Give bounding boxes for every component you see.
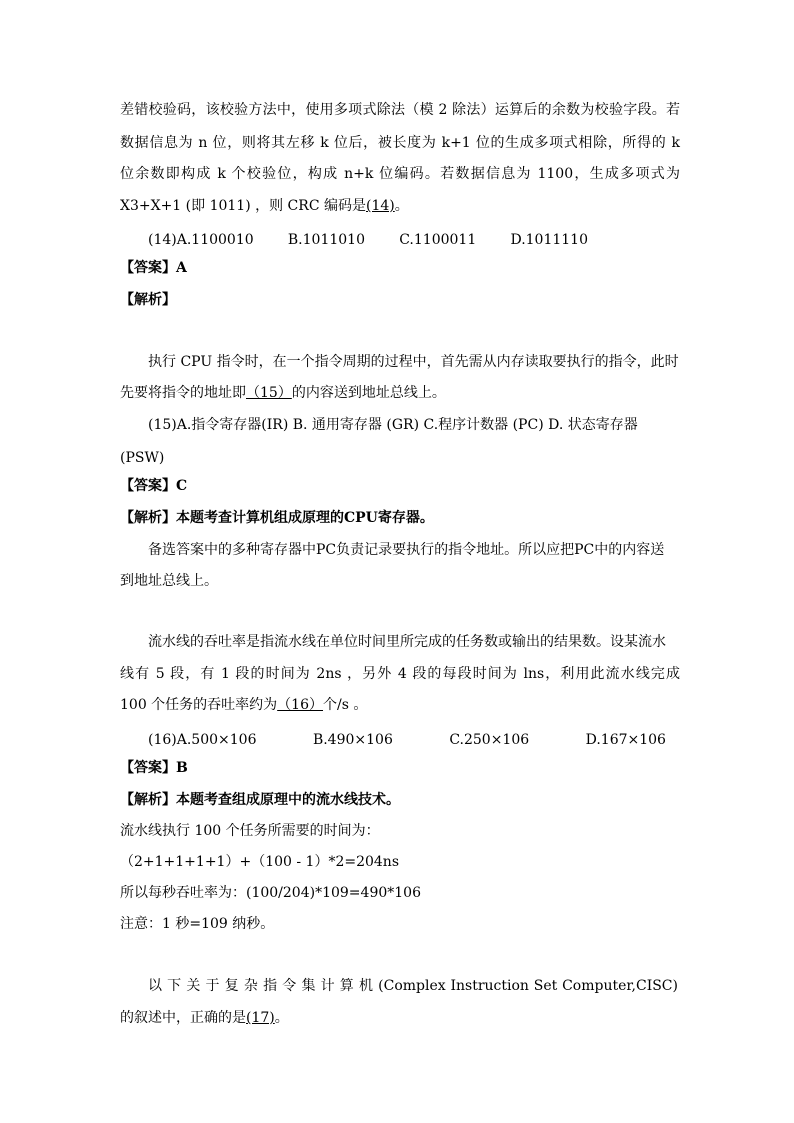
q16-blank: （16）	[277, 697, 323, 713]
q15-options-line-1: (15)A.指令寄存器(IR) B. 通用寄存器 (GR) C.程序计数器 (PC) D. 状态寄存器	[148, 417, 638, 433]
q14-text-line-4-pre: X3+X+1 (即 1011) ，则 CRC 编码是	[120, 198, 366, 214]
q16-analysis-line-2: （2+1+1+1+1）+（100 - 1）*2=204ns	[120, 854, 400, 870]
q16-options	[148, 730, 666, 750]
q16-analysis	[120, 790, 680, 810]
q14-text-line-3: 位余数即构成 k 个校验位，构成 n+k 位编码。若数据信息为 1100，生成多项式为	[120, 166, 680, 182]
q15-text-line-1: 执行 CPU 指令时，在一个指令周期的过程中，首先需从内存读取要执行的指令，此时	[148, 354, 679, 370]
q15-answer-value: C	[176, 478, 188, 494]
q15-options-line-2: (PSW)	[120, 450, 165, 466]
q15-answer	[120, 476, 680, 496]
q15-analysis-line-1: 备选答案中的多种寄存器中PC负责记录要执行的指令地址。所以应把PC中的内容送	[148, 542, 665, 558]
q16-text-line-2: 线有 5 段，有 1 段的时间为 2ns ，另外 4 段的每段时间为 lns，利用此流水线完成	[120, 666, 680, 682]
q15-text-line-2-post: 的内容送到地址总线上。	[291, 385, 446, 401]
q14-blank: (14)	[365, 198, 395, 214]
q14-answer-label: 【答案】	[120, 260, 176, 276]
q17-text-line-2	[120, 1008, 680, 1028]
q14-option-c: C.1100011	[399, 232, 477, 248]
q17-text-line-2-post: 。	[274, 1010, 289, 1026]
q15-analysis-line-2: 到地址总线上。	[120, 573, 218, 589]
q16-answer	[120, 758, 680, 778]
q16-analysis-line-3: 所以每秒吞吐率为：(100/204)*109=490*106	[120, 885, 421, 901]
q15-answer-label: 【答案】	[120, 478, 176, 494]
q15-blank: （15）	[246, 385, 292, 401]
q15-analysis-title: 本题考查计算机组成原理的CPU寄存器。	[176, 510, 434, 526]
q14-options	[148, 230, 588, 250]
q16-text-line-1: 流水线的吞吐率是指流水线在单位时间里所完成的任务数或输出的结果数。设某流水	[148, 634, 666, 650]
q15-analysis-label: 【解析】	[120, 510, 176, 526]
q15-analysis	[120, 508, 680, 528]
q14-answer-value: A	[176, 260, 187, 276]
q16-option-c: C.250×106	[449, 732, 530, 748]
q16-analysis-line-4: 注意：1 秒=109 纳秒。	[120, 916, 275, 932]
q15-text-line-2	[120, 383, 680, 403]
q16-text-line-3-post: 个/s 。	[323, 697, 368, 713]
q14-option-b: B.1011010	[287, 232, 365, 248]
q16-analysis-label: 【解析】	[120, 792, 176, 808]
q14-text-line-4-post: 。	[394, 198, 409, 214]
q15-text-line-2-pre: 先要将指令的地址即	[120, 385, 246, 401]
q17-text-line-1: 以 下 关 于 复 杂 指 令 集 计 算 机 (Complex Instruction Set Computer,CISC)	[148, 978, 678, 994]
q14-analysis	[120, 290, 680, 310]
q16-answer-label: 【答案】	[120, 760, 176, 776]
q17-text-line-2-pre: 的叙述中，正确的是	[120, 1010, 246, 1026]
q14-text-line-2: 数据信息为 n 位，则将其左移 k 位后，被长度为 k+1 位的生成多项式相除，所得的 k	[120, 135, 680, 151]
q16-analysis-title: 本题考查组成原理中的流水线技术。	[176, 792, 400, 808]
q14-text-line-4	[120, 196, 680, 216]
q16-text-line-3	[120, 695, 680, 715]
q17-blank: (17)	[246, 1010, 275, 1026]
q16-option-b: B.490×106	[312, 732, 393, 748]
q16-answer-value: B	[176, 760, 188, 776]
q14-analysis-label: 【解析】	[120, 292, 176, 308]
q16-analysis-line-1: 流水线执行 100 个任务所需要的时间为：	[120, 823, 380, 839]
q14-answer	[120, 258, 680, 278]
q16-option-a: (16)A.500×106	[148, 732, 257, 748]
q14-option-a: (14)A.1100010	[148, 232, 254, 248]
q14-option-d: D.1011110	[510, 232, 588, 248]
q16-text-line-3-pre: 100 个任务的吞吐率约为	[120, 697, 278, 713]
q14-text-line-1: 差错校验码，该校验方法中，使用多项式除法（模 2 除法）运算后的余数为校验字段。若	[120, 102, 680, 118]
q16-option-d: D.167×106	[585, 732, 666, 748]
